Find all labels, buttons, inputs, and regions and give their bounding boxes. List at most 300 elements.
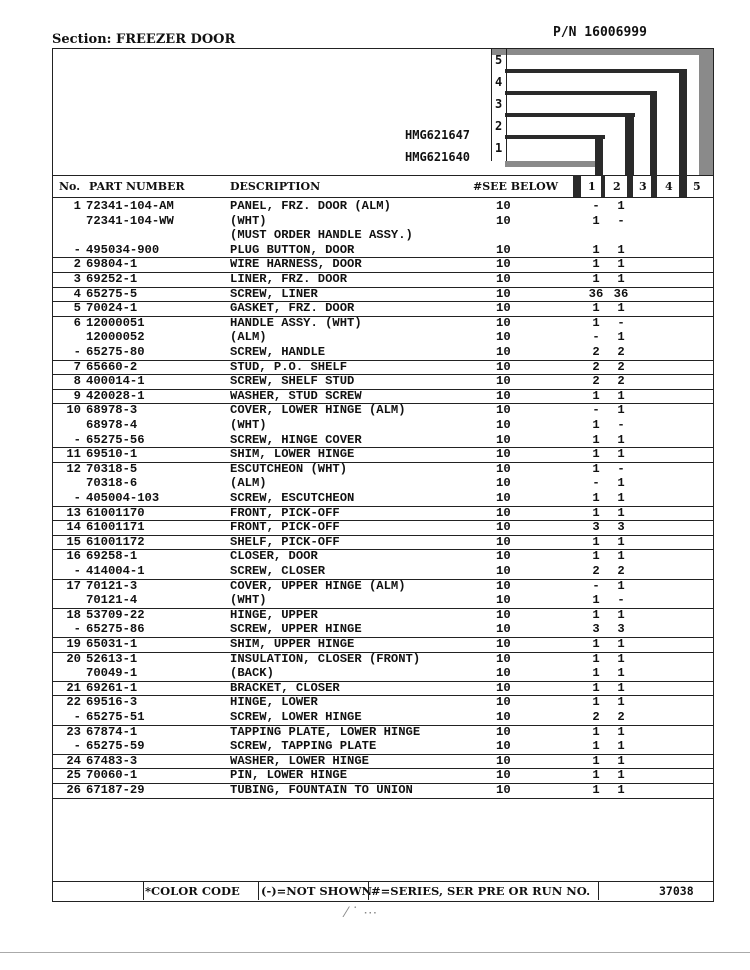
row-see-below: 10	[496, 461, 511, 476]
table-row	[53, 447, 713, 463]
part-number-header: P/N 16006999	[553, 25, 647, 40]
row-qty-2: 1	[617, 607, 625, 622]
row-qty-2: 1	[617, 578, 625, 593]
row-description: SCREW, CLOSER	[230, 564, 326, 578]
row-number: 16	[66, 549, 81, 564]
table-row	[53, 593, 713, 609]
row-description: TAPPING PLATE, LOWER HINGE	[230, 724, 421, 739]
col-divider-c	[627, 175, 633, 197]
row-number: 3	[73, 272, 81, 286]
series-tab-4: 4	[495, 75, 503, 89]
row-qty-2: 1	[617, 447, 625, 462]
row-qty-1: 1	[592, 651, 600, 666]
row-see-below: 10	[496, 345, 511, 359]
row-qty-1: 1	[592, 637, 600, 651]
row-part-number: 65275-59	[86, 739, 145, 754]
table-row	[53, 360, 713, 376]
row-number: 20	[66, 651, 81, 666]
row-qty-1: 2	[592, 564, 600, 578]
row-description: CLOSER, DOOR	[230, 549, 318, 564]
table-row	[53, 228, 713, 243]
table-row	[53, 754, 713, 770]
col-5: 5	[693, 180, 701, 193]
table-row	[53, 345, 713, 361]
row-part-number: 495034-900	[86, 242, 160, 257]
row-part-number: 70318-5	[86, 461, 138, 476]
row-description: SCREW, ESCUTCHEON	[230, 491, 355, 505]
row-qty-1: 2	[592, 345, 600, 359]
table-row	[53, 301, 713, 317]
row-description: (WHT)	[230, 213, 267, 228]
row-see-below: 10	[496, 520, 511, 535]
row-description: ESCUTCHEON (WHT)	[230, 461, 348, 476]
table-row	[53, 579, 713, 594]
row-qty-1: 1	[592, 505, 600, 520]
row-see-below: 10	[496, 753, 511, 768]
row-qty-2: 1	[617, 549, 625, 564]
table-row	[53, 272, 713, 288]
row-part-number: 67483-3	[86, 753, 138, 768]
table-row	[53, 418, 713, 433]
row-part-number: 61001171	[86, 520, 145, 535]
row-part-number: 69804-1	[86, 257, 138, 272]
row-number: 13	[66, 505, 81, 520]
row-part-number: 67874-1	[86, 724, 138, 739]
row-description: HINGE, LOWER	[230, 695, 318, 710]
row-part-number: 70121-3	[86, 578, 138, 593]
row-qty-1: 3	[592, 622, 600, 637]
row-qty-2: 1	[617, 666, 625, 681]
table-row	[53, 214, 713, 229]
col-3: 3	[639, 180, 647, 193]
row-qty-2: 2	[617, 564, 625, 578]
row-see-below: 10	[496, 724, 511, 739]
row-see-below: 10	[496, 680, 511, 695]
row-see-below: 10	[496, 388, 511, 403]
table-row	[53, 710, 713, 726]
row-number: -	[73, 622, 81, 637]
row-see-below: 10	[496, 213, 511, 228]
row-description: SCREW, UPPER HINGE	[230, 622, 362, 637]
col-description: DESCRIPTION	[230, 180, 321, 193]
legend-color-code: *COLOR CODE	[145, 884, 240, 898]
row-qty-2: 1	[617, 272, 625, 286]
row-description: STUD, P.O. SHELF	[230, 359, 348, 374]
row-qty-1: 1	[592, 768, 600, 783]
row-description: SHIM, LOWER HINGE	[230, 447, 355, 462]
model-series-box	[53, 49, 713, 176]
table-row	[53, 549, 713, 564]
model-hmg621647: HMG621647	[405, 128, 471, 142]
series-bar-2-side	[625, 113, 634, 175]
row-qty-2: -	[617, 418, 625, 432]
row-number: 5	[73, 301, 81, 316]
row-number: 23	[66, 724, 81, 739]
row-qty-1: 1	[592, 461, 600, 476]
row-see-below: 10	[496, 666, 511, 681]
row-number: 10	[66, 403, 81, 418]
row-description: SHELF, PICK-OFF	[230, 534, 340, 549]
legend-series: #=SERIES, SER PRE OR RUN NO.	[371, 884, 591, 898]
row-see-below: 10	[496, 476, 511, 491]
row-qty-2: 2	[617, 359, 625, 374]
row-qty-2: 1	[617, 637, 625, 651]
table-row	[53, 330, 713, 345]
row-qty-2: 1	[617, 505, 625, 520]
legend-footer	[53, 881, 713, 900]
row-qty-1: 1	[592, 272, 600, 286]
row-qty-2: 1	[617, 534, 625, 549]
row-qty-1: 1	[592, 447, 600, 462]
row-qty-2: 1	[617, 739, 625, 754]
row-qty-2: 1	[617, 388, 625, 403]
row-qty-1: 1	[592, 418, 600, 432]
row-qty-2: -	[617, 593, 625, 608]
row-number: 14	[66, 520, 81, 535]
row-part-number: 65275-56	[86, 432, 145, 447]
row-description: WIRE HARNESS, DOOR	[230, 257, 362, 272]
row-part-number: 69252-1	[86, 272, 138, 286]
series-bar-4-top	[505, 69, 685, 73]
row-part-number: 69261-1	[86, 680, 138, 695]
table-row	[53, 637, 713, 653]
row-see-below: 10	[496, 301, 511, 316]
table-row	[53, 506, 713, 522]
row-see-below: 10	[496, 403, 511, 418]
table-row	[53, 403, 713, 418]
table-row	[53, 520, 713, 536]
col-divider-e	[679, 175, 687, 197]
handwritten-mark: ⁄ ˙ ⋯	[345, 905, 378, 921]
row-description: (WHT)	[230, 418, 267, 432]
table-row	[53, 491, 713, 507]
row-qty-2: 1	[617, 724, 625, 739]
row-part-number: 400014-1	[86, 374, 145, 389]
row-qty-2: 1	[617, 680, 625, 695]
row-number: -	[73, 432, 81, 447]
row-qty-2: -	[617, 461, 625, 476]
row-qty-1: -	[592, 330, 600, 345]
row-description: TUBING, FOUNTAIN TO UNION	[230, 783, 413, 797]
col-divider-b	[601, 175, 605, 197]
series-bar-4-side	[679, 69, 687, 175]
row-part-number: 420028-1	[86, 388, 145, 403]
row-qty-2: 1	[617, 651, 625, 666]
row-qty-1: 1	[592, 695, 600, 710]
row-number: 24	[66, 753, 81, 768]
row-number: -	[73, 491, 81, 505]
row-description: (MUST ORDER HANDLE ASSY.)	[230, 228, 413, 243]
footer-divider-3	[368, 882, 369, 900]
row-qty-1: 2	[592, 374, 600, 389]
row-description: FRONT, PICK-OFF	[230, 505, 340, 520]
row-part-number: 68978-4	[86, 418, 138, 432]
row-see-below: 10	[496, 768, 511, 783]
row-qty-2: 1	[617, 783, 625, 797]
row-qty-1: 2	[592, 710, 600, 724]
table-row	[53, 681, 713, 697]
row-number: 17	[66, 578, 81, 593]
row-part-number: 53709-22	[86, 607, 145, 622]
row-description: FRONT, PICK-OFF	[230, 520, 340, 535]
row-see-below: 10	[496, 359, 511, 374]
table-row	[53, 389, 713, 405]
row-description: HINGE, UPPER	[230, 607, 318, 622]
table-row	[53, 739, 713, 755]
table-row	[53, 199, 713, 214]
table-row	[53, 622, 713, 638]
series-bar-5-top	[491, 49, 713, 55]
row-part-number: 65660-2	[86, 359, 138, 374]
row-part-number: 12000051	[86, 315, 145, 330]
row-number: 8	[73, 374, 81, 389]
row-see-below: 10	[496, 272, 511, 286]
row-number: 26	[66, 783, 81, 797]
row-qty-1: 1	[592, 593, 600, 608]
row-number: 18	[66, 607, 81, 622]
row-number: -	[73, 345, 81, 359]
footer-divider-2	[258, 882, 259, 900]
row-part-number: 72341-104-AM	[86, 199, 174, 213]
table-row	[53, 476, 713, 491]
row-see-below: 10	[496, 418, 511, 432]
row-qty-2: 3	[617, 520, 625, 535]
row-description: SHIM, UPPER HINGE	[230, 637, 355, 651]
row-qty-2: 2	[617, 374, 625, 389]
table-row	[53, 564, 713, 580]
legend-not-shown: (-)=NOT SHOWN	[261, 884, 372, 898]
row-see-below: 10	[496, 607, 511, 622]
row-number: -	[73, 242, 81, 257]
row-qty-1: 1	[592, 491, 600, 505]
row-part-number: 65275-80	[86, 345, 145, 359]
row-qty-1: 1	[592, 607, 600, 622]
row-qty-1: 1	[592, 753, 600, 768]
table-row	[53, 257, 713, 273]
table-row	[53, 783, 713, 799]
row-part-number: 69510-1	[86, 447, 138, 462]
row-number: 15	[66, 534, 81, 549]
row-qty-2: 1	[617, 257, 625, 272]
row-description: WASHER, LOWER HINGE	[230, 753, 369, 768]
row-number: 25	[66, 768, 81, 783]
row-description: COVER, UPPER HINGE (ALM)	[230, 578, 406, 593]
row-part-number: 65275-51	[86, 710, 145, 724]
col-2: 2	[613, 180, 621, 193]
row-part-number: 52613-1	[86, 651, 138, 666]
row-part-number: 65275-86	[86, 622, 145, 637]
row-qty-2: 1	[617, 199, 625, 213]
column-header-row	[53, 175, 713, 198]
row-qty-1: -	[592, 403, 600, 418]
row-description: COVER, LOWER HINGE (ALM)	[230, 403, 406, 418]
row-see-below: 10	[496, 622, 511, 637]
series-bar-3-side	[650, 91, 657, 175]
section-title: Section: FREEZER DOOR	[52, 32, 236, 47]
row-description: PANEL, FRZ. DOOR (ALM)	[230, 199, 391, 213]
row-description: SCREW, SHELF STUD	[230, 374, 355, 389]
row-qty-2: 3	[617, 622, 625, 637]
row-see-below: 10	[496, 374, 511, 389]
row-see-below: 10	[496, 315, 511, 330]
series-tab-1: 1	[495, 141, 503, 155]
row-number: -	[73, 564, 81, 578]
row-description: LINER, FRZ. DOOR	[230, 272, 348, 286]
table-row	[53, 695, 713, 710]
row-qty-1: 1	[592, 534, 600, 549]
row-part-number: 70024-1	[86, 301, 138, 316]
col-divider-a	[573, 175, 581, 197]
row-number: 2	[73, 257, 81, 272]
row-part-number: 70060-1	[86, 768, 138, 783]
row-number: 4	[73, 286, 81, 301]
row-qty-1: 1	[592, 680, 600, 695]
row-part-number: 69516-3	[86, 695, 138, 710]
col-see-below: #SEE BELOW	[473, 180, 559, 193]
row-qty-1: -	[592, 578, 600, 593]
row-number: 1	[73, 199, 81, 213]
table-row	[53, 374, 713, 390]
row-qty-2: 1	[617, 695, 625, 710]
col-divider-d	[651, 175, 657, 197]
row-see-below: 10	[496, 534, 511, 549]
table-row	[53, 666, 713, 682]
table-row	[53, 535, 713, 551]
series-tab-3: 3	[495, 97, 503, 111]
row-part-number: 68978-3	[86, 403, 138, 418]
row-see-below: 10	[496, 549, 511, 564]
row-part-number: 65275-5	[86, 286, 138, 301]
row-number: -	[73, 710, 81, 724]
row-qty-1: 36	[588, 286, 604, 301]
row-description: SCREW, LOWER HINGE	[230, 710, 362, 724]
row-qty-2: 1	[617, 491, 625, 505]
row-number: 9	[73, 388, 81, 403]
row-see-below: 10	[496, 739, 511, 754]
table-row	[53, 243, 713, 259]
row-part-number: 70121-4	[86, 593, 138, 608]
row-description: INSULATION, CLOSER (FRONT)	[230, 651, 421, 666]
row-part-number: 70049-1	[86, 666, 138, 681]
row-see-below: 10	[496, 491, 511, 505]
row-qty-2: 1	[617, 330, 625, 345]
table-row	[53, 433, 713, 449]
row-part-number: 70318-6	[86, 476, 138, 491]
row-part-number: 12000052	[86, 330, 145, 345]
row-see-below: 10	[496, 505, 511, 520]
row-qty-1: 3	[592, 520, 600, 535]
row-number: 12	[66, 461, 81, 476]
table-row	[53, 316, 713, 331]
row-qty-1: -	[592, 476, 600, 491]
row-part-number: 414004-1	[86, 564, 145, 578]
row-qty-1: 1	[592, 432, 600, 447]
row-part-number: 65031-1	[86, 637, 138, 651]
row-number: 7	[73, 359, 81, 374]
col-4: 4	[665, 180, 673, 193]
row-qty-2: 2	[617, 345, 625, 359]
row-number: 19	[66, 637, 81, 651]
row-qty-2: -	[617, 315, 625, 330]
row-number: 22	[66, 695, 81, 710]
row-part-number: 61001170	[86, 505, 145, 520]
row-description: BRACKET, CLOSER	[230, 680, 340, 695]
row-description: HANDLE ASSY. (WHT)	[230, 315, 362, 330]
col-1: 1	[588, 180, 596, 193]
series-tab-2: 2	[495, 119, 503, 133]
row-see-below: 10	[496, 710, 511, 724]
col-no: No.	[59, 180, 81, 193]
row-qty-1: 2	[592, 359, 600, 374]
row-qty-2: 1	[617, 476, 625, 491]
row-qty-1: 1	[592, 549, 600, 564]
row-see-below: 10	[496, 199, 511, 213]
row-qty-1: 1	[592, 388, 600, 403]
row-see-below: 10	[496, 330, 511, 345]
page-code: 37038	[659, 884, 694, 898]
row-qty-1: -	[592, 199, 600, 213]
row-qty-1: 1	[592, 739, 600, 754]
row-qty-2: 1	[617, 432, 625, 447]
row-qty-2: 1	[617, 403, 625, 418]
table-row	[53, 725, 713, 740]
row-description: SCREW, TAPPING PLATE	[230, 739, 377, 754]
model-hmg621640: HMG621640	[405, 150, 471, 164]
row-qty-1: 1	[592, 666, 600, 681]
footer-divider-1	[143, 882, 144, 900]
col-part-number: PART NUMBER	[89, 180, 185, 193]
row-qty-2: 36	[613, 286, 629, 301]
series-bar-2-top	[505, 113, 635, 117]
row-qty-1: 1	[592, 315, 600, 330]
table-row	[53, 462, 713, 477]
row-part-number: 405004-103	[86, 491, 160, 505]
row-qty-1: 1	[592, 301, 600, 316]
row-number: 11	[66, 447, 81, 462]
row-qty-1: 1	[592, 213, 600, 228]
row-description: (ALM)	[230, 330, 267, 345]
row-see-below: 10	[496, 286, 511, 301]
row-qty-1: 1	[592, 257, 600, 272]
series-bar-1-side	[595, 135, 603, 175]
row-qty-2: 1	[617, 753, 625, 768]
row-see-below: 10	[496, 651, 511, 666]
row-description: PLUG BUTTON, DOOR	[230, 242, 355, 257]
footer-divider-4	[598, 882, 599, 900]
series-bar-3-top	[505, 91, 655, 95]
row-see-below: 10	[496, 447, 511, 462]
row-see-below: 10	[496, 695, 511, 710]
row-description: SCREW, HANDLE	[230, 345, 326, 359]
row-see-below: 10	[496, 432, 511, 447]
row-see-below: 10	[496, 578, 511, 593]
row-qty-2: 1	[617, 768, 625, 783]
row-description: (BACK)	[230, 666, 274, 681]
row-part-number: 72341-104-WW	[86, 213, 174, 228]
series-tab-5: 5	[495, 53, 503, 67]
row-description: SCREW, LINER	[230, 286, 318, 301]
row-see-below: 10	[496, 242, 511, 257]
row-qty-1: 1	[592, 783, 600, 797]
series-bar-5-side	[699, 49, 713, 175]
row-see-below: 10	[496, 783, 511, 797]
row-description: GASKET, FRZ. DOOR	[230, 301, 355, 316]
row-part-number: 69258-1	[86, 549, 138, 564]
row-see-below: 10	[496, 564, 511, 578]
row-part-number: 61001172	[86, 534, 145, 549]
row-qty-2: -	[617, 213, 625, 228]
row-qty-2: 1	[617, 242, 625, 257]
